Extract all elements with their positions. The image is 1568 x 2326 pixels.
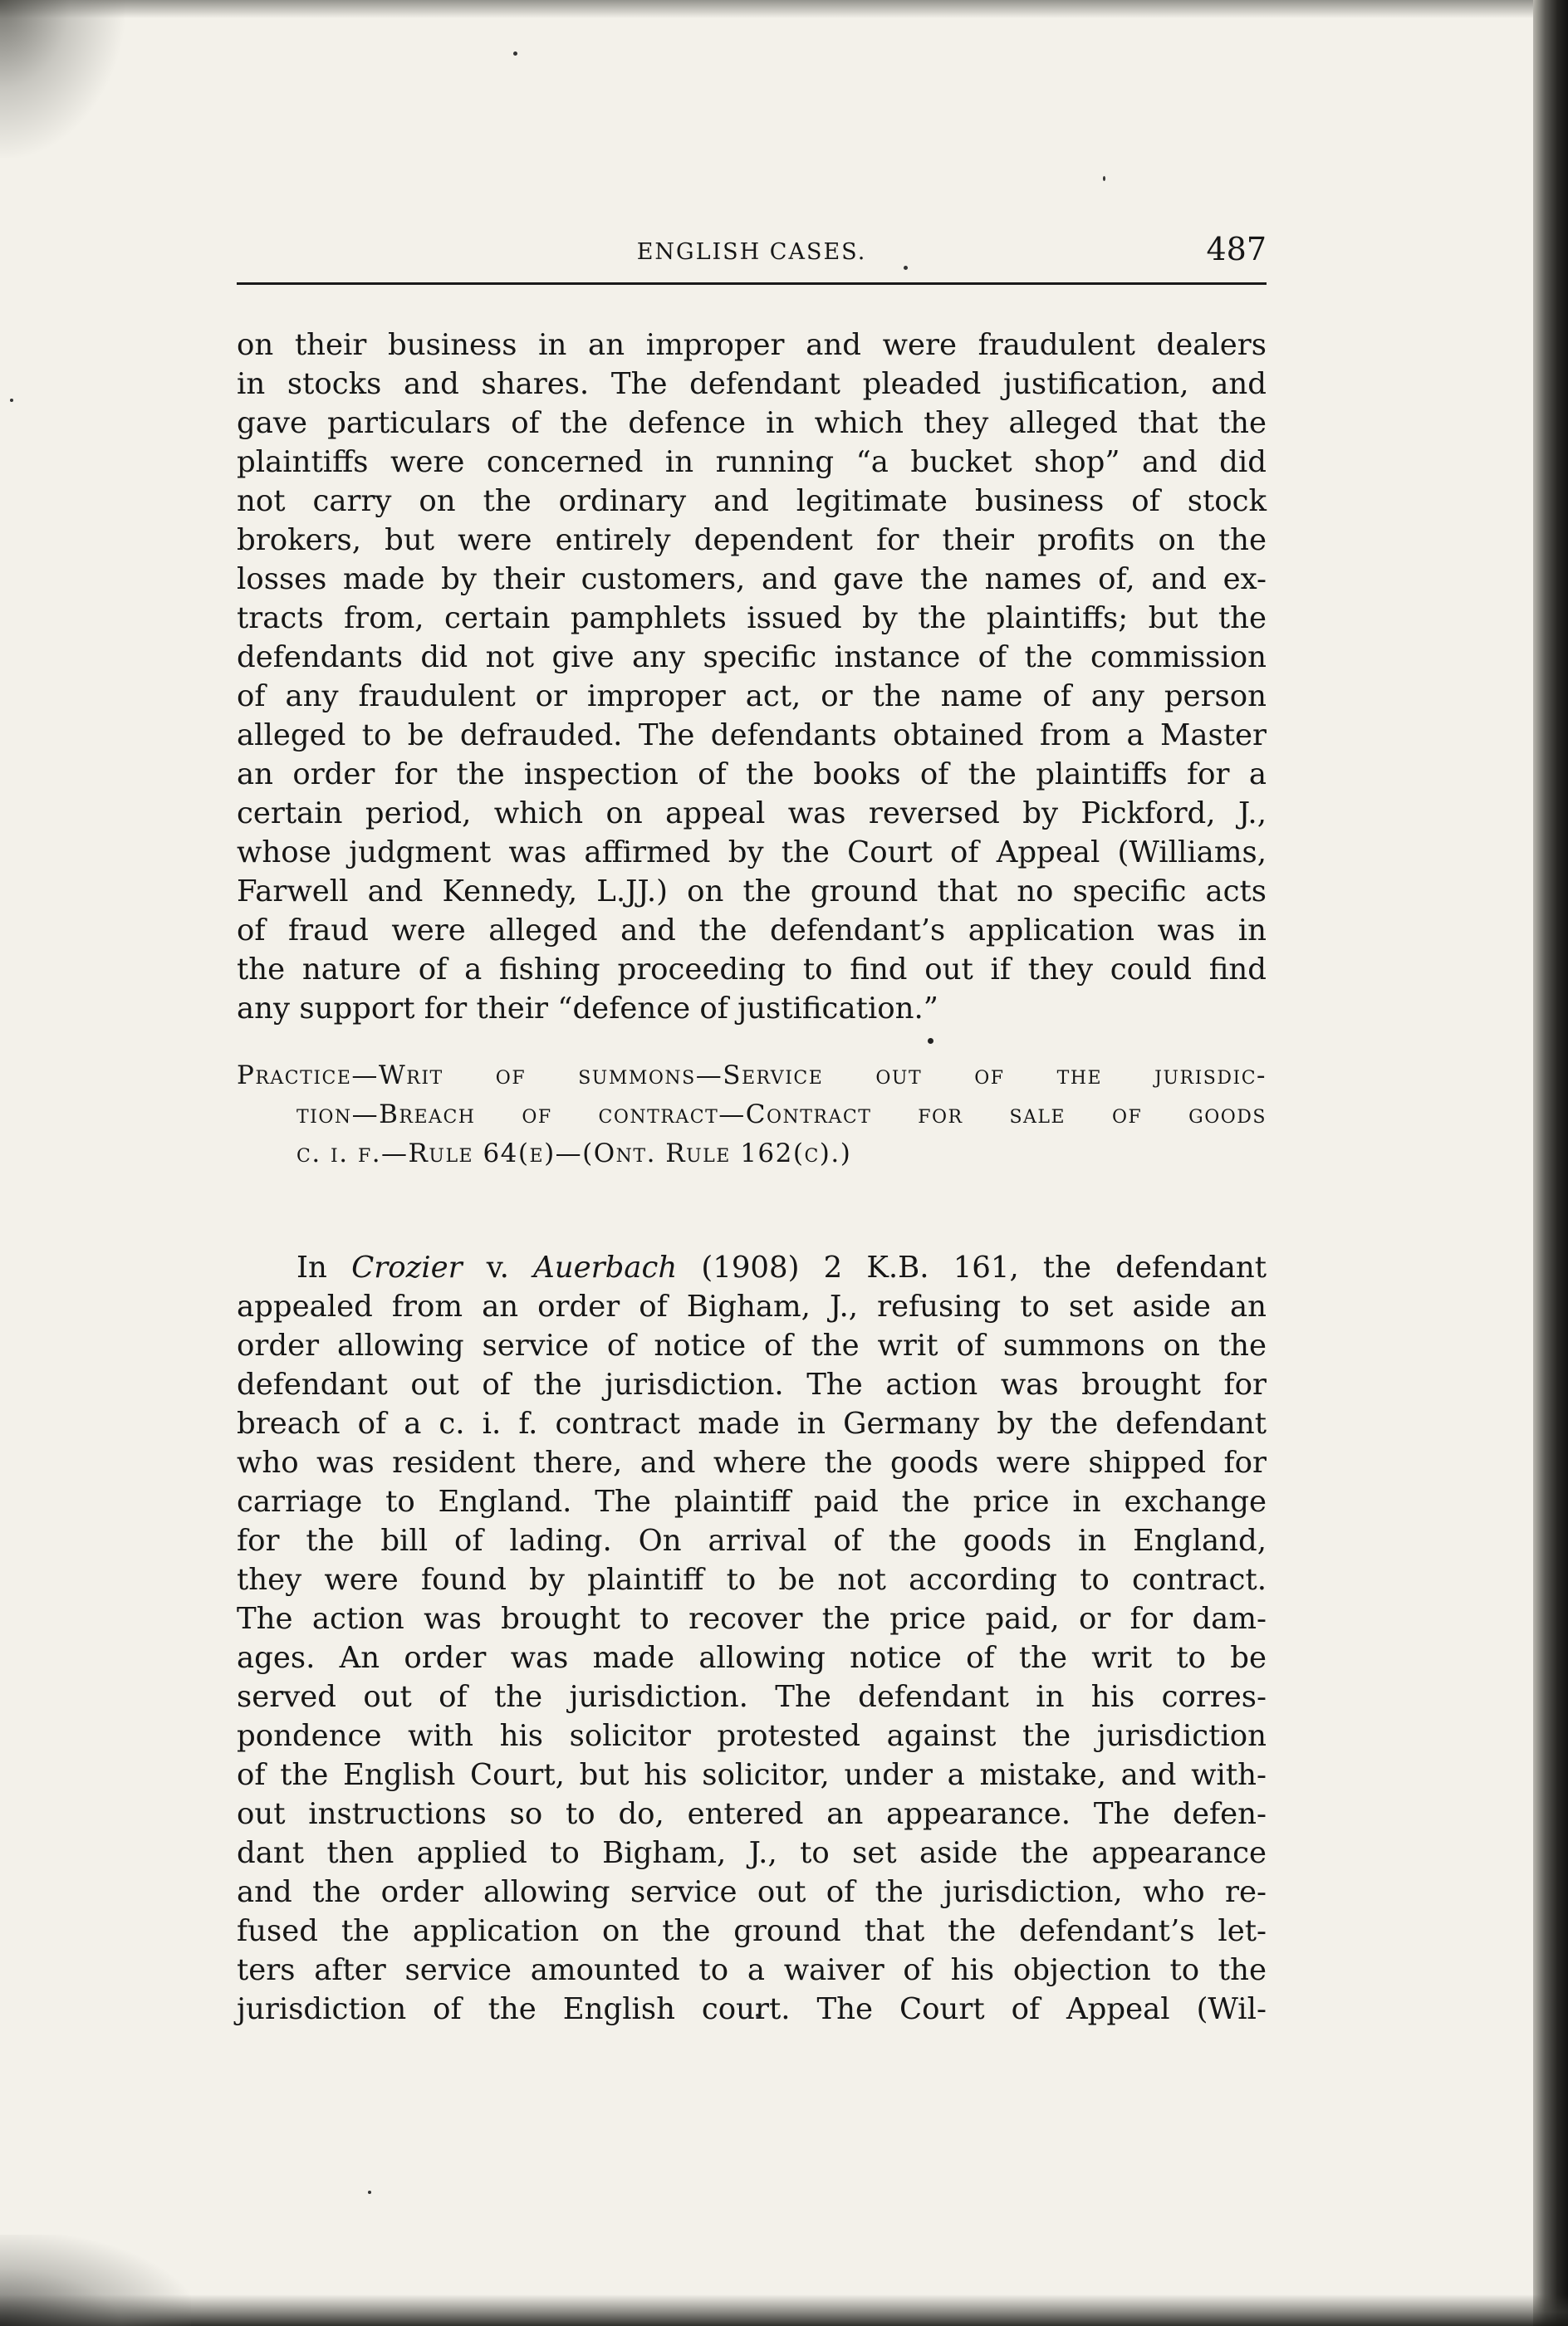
text-line: of the English Court, but his solicitor, under a mistake, and with- [237,1758,1267,1792]
case-party-1: Crozier [351,1251,463,1285]
text-line: carriage to England. The plaintiff paid the price in exchange [237,1485,1267,1519]
text-line: gave particulars of the defence in which they alleged that the [237,406,1267,440]
header-rule [237,282,1267,285]
scan-edge-right [1533,0,1568,2326]
text-line: the nature of a fishing proceeding to find out if they could find [237,952,1267,987]
text-line: The action was brought to recover the price paid, or for dam- [237,1602,1267,1636]
text-line: brokers, but were entirely dependent for their profits on the [237,523,1267,557]
running-title: ENGLISH CASES. [636,239,867,265]
heading-line: Practice—Writ of summons—Service out of the jurisdic- [237,1060,1267,1090]
text-line: who was resident there, and where the goods were shipped for [237,1446,1267,1480]
case-versus: v. [462,1251,534,1285]
text-line: plaintiffs were concerned in running “a bucket shop” and did [237,445,1267,479]
text-line: of fraud were alleged and the defendant’s application was in [237,913,1267,948]
text-line: any support for their “defence of justification.” [237,992,938,1026]
heading-line: tion—Breach of contract—Contract for sale of goods [296,1099,1267,1129]
case-intro: In [296,1251,352,1285]
running-header [237,224,1267,274]
text-line: on their business in an improper and were fraudulent dealers [237,328,1267,362]
text-line: fused the application on the ground that the defendant’s let- [237,1914,1267,1948]
text-line: they were found by plaintiff to be not according to contract. [237,1563,1267,1597]
scan-edge-top [0,0,1568,18]
text-line: in stocks and shares. The defendant pleaded justification, and [237,367,1267,401]
text-line: losses made by their customers, and gave the names of, and ex- [237,562,1267,596]
case-party-2: Auerbach [533,1251,678,1285]
text-line: tracts from, certain pamphlets issued by the plaintiffs; but the [237,601,1267,635]
page-number: 487 [1206,231,1267,267]
case-citation: (1908) 2 K.B. 161, the defendant [677,1251,1267,1285]
text-line: an order for the inspection of the books of the plaintiffs for a [237,757,1267,791]
scan-speck [368,2191,371,2194]
heading-line: c. i. f.—Rule 64(e)—(Ont. Rule 162(c).) [296,1139,852,1168]
section-heading [237,1056,1267,1173]
text-line: ages. An order was made allowing notice of the writ to be [237,1641,1267,1675]
text-line: certain period, which on appeal was reversed by Pickford, J., [237,796,1267,830]
text-line: appealed from an order of Bigham, J., refusing to set aside an [237,1290,1267,1324]
text-line: of any fraudulent or improper act, or the name of any person [237,679,1267,713]
text-line: out instructions so to do, entered an appearance. The defen- [237,1797,1267,1831]
scan-edge-bottom [0,2294,1568,2326]
section-dot [928,1038,933,1044]
scan-corner-top-left [0,0,125,158]
scan-speck [10,399,13,402]
text-line: pondence with his solicitor protested against the jurisdiction [237,1719,1267,1753]
text-line: ters after service amounted to a waiver of his objection to the [237,1953,1267,1987]
paragraph-case [237,1248,1267,2029]
scan-corner-bottom-left [0,2235,191,2326]
text-line: dant then applied to Bigham, J., to set aside the appearance [237,1836,1267,1870]
text-line: served out of the jurisdiction. The defendant in his corres- [237,1680,1267,1714]
text-line-first [237,1248,1267,1287]
text-line: jurisdiction of the English court. The Court of Appeal (Wil- [237,1992,1267,2026]
text-line: alleged to be defrauded. The defendants obtained from a Master [237,718,1267,752]
text-line: Farwell and Kennedy, L.JJ.) on the ground that no specific acts [237,874,1267,908]
text-line: for the bill of lading. On arrival of the goods in England, [237,1524,1267,1558]
text-line: and the order allowing service out of the jurisdiction, who re- [237,1875,1267,1909]
text-line: defendants did not give any specific instance of the commission [237,640,1267,674]
text-line: whose judgment was affirmed by the Court of Appeal (Williams, [237,835,1267,869]
text-line: order allowing service of notice of the writ of summons on the [237,1329,1267,1363]
text-line: breach of a c. i. f. contract made in Germany by the defendant [237,1407,1267,1441]
text-line: defendant out of the jurisdiction. The action was brought for [237,1368,1267,1402]
scan-speck [513,51,517,56]
scan-speck [1103,176,1105,181]
text-line: not carry on the ordinary and legitimate business of stock [237,484,1267,518]
paragraph-continued [237,326,1267,1028]
